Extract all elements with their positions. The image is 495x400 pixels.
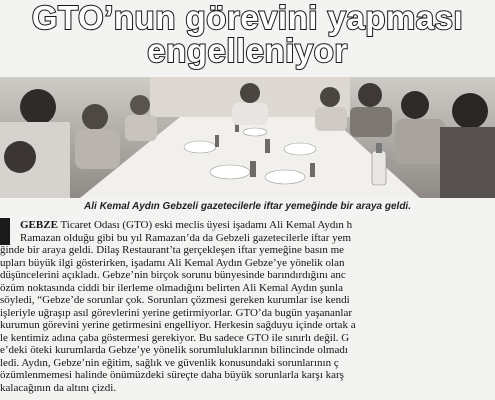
article-line-text: söyledi, “Gebze’de sorunlar çok. Sorunları çözmesi gereken kurumlar ise kendi [0,294,350,306]
article-line-text: kalacağının da altını çizdi. [0,381,117,394]
article-line-text: le kentimiz adına çaba göstermesi gerekiyor. Bu sadece GTO ile sınırlı değil. G [0,331,350,344]
article-line-text: özüm noktasında ciddi bir ilerleme olmadığını belirten Ali Kemal Aydın şunla [0,281,343,294]
article-line-text: Ticaret Odası (GTO) eski meclis üyesi işadamı Ali Kemal Aydın h [57,219,353,231]
article-line-text: ledi. Aydın, Gebze’nin eğitim, sağlık ve güvenlik konusundaki sorunlarının ç [0,356,339,369]
article-line-text: e’deki öteki kurumlarda Gebze’ye yönelik sorumluluklarının bilincinde olmadı [0,344,348,356]
article-body [0,218,495,400]
dropcap-mark [0,218,14,245]
photo-illustration [0,77,495,198]
article-line-text: düşüncelerini açıkladı. Gebze’nin birçok sorunu bünyesinde barındırdığını anc [0,269,346,281]
article-line-text: kurumun görevini yerine getirmesini engelliyor. Herkesin sağduyu içinde ortak a [0,319,356,331]
headline-line-1: GTO’nun görevini yapması [31,0,464,36]
group-dinner-photo [0,77,495,198]
headline [0,0,495,70]
article-line-text: ğinde bir araya geldi. Dilaş Restaurant’ta gerçekleşen iftar yemeğine basın me [0,244,345,256]
article-line-text: işleriyle uğraşıp asıl görevlerini yerine getirmiyorlar. GTO’da bugün yaşananlar [0,306,352,319]
article-line-text: Ramazan olduğu gibi bu yıl Ramazan’da da Gebzeli gazetecilerle iftar yem [20,231,352,244]
article-line-text: upları büyük ilgi gösterirken, işadamı Ali Kemal Aydın Gebze’ye yönelik olan [0,256,345,269]
photo-caption: Ali Kemal Aydın Gebzeli gazetecilerle iftar yemeğinde bir araya geldi. [84,201,411,212]
article-line-text: özümlenmemesi halinde önümüzdeki süreçte daha büyük sorunlarla karşı karş [0,369,344,381]
headline-line-2: engelleniyor [147,32,348,69]
dropcap-shape [0,218,14,245]
article-line [0,381,116,396]
article-lead-word: GEBZE [20,219,58,231]
